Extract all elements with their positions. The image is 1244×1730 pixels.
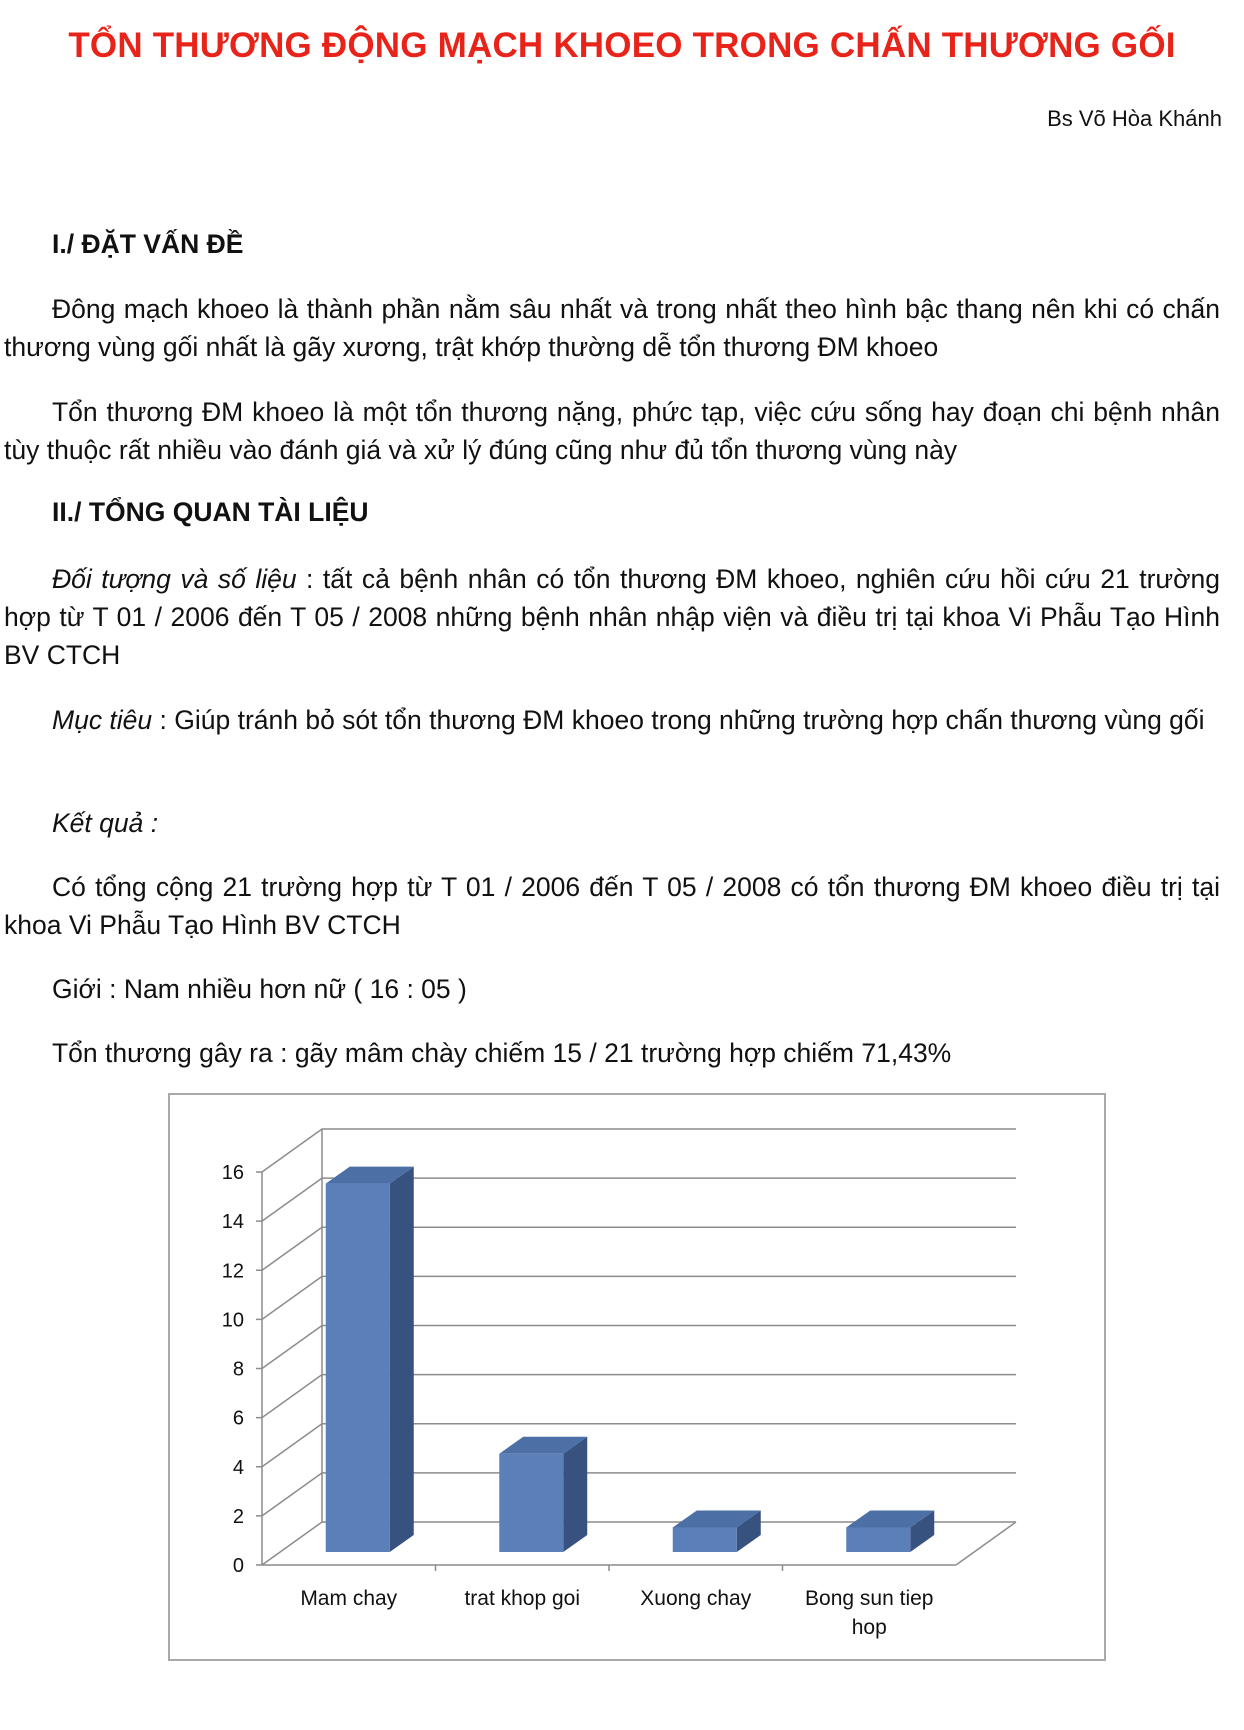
gridline [262,1129,1016,1172]
y-tick-label: 14 [221,1211,244,1234]
author: Bs Võ Hòa Khánh [1047,106,1222,131]
paragraph-gender [4,970,1220,1008]
results-label: Kết quả : [52,808,159,838]
y-tick-label: 4 [232,1456,244,1479]
bar-chart-frame [168,1093,1106,1661]
x-tick-label: hop [851,1616,887,1639]
paragraph-results [4,868,1220,944]
cause-text: Tổn thương gây ra : gãy mâm chày chiếm 15 / 21 trường hợp chiếm 71,43% [52,1038,952,1068]
y-tick-label: 2 [232,1505,244,1528]
chart-floor-right-edge [956,1522,1016,1565]
page-title: TỔN THƯƠNG ĐỘNG MẠCH KHOEO TRONG CHẤN THƯƠNG GỐI [68,26,1176,65]
paragraph-goal [4,701,1220,739]
bar [499,1454,563,1552]
results-text: Có tổng cộng 21 trường hợp từ T 01 / 2006 đến T 05 / 2008 có tổn thương ĐM khoeo điều trị tại khoa Vi Phẫu Tạo Hình BV CTCH [4,872,1220,940]
paragraph-cause [4,1034,1220,1072]
bar [326,1184,390,1552]
bar [673,1527,737,1552]
bar-side [563,1437,587,1552]
subjects-label: Đối tượng và số liệu [52,564,297,594]
y-tick-label: 16 [221,1162,244,1184]
goal-label: Mục tiêu [52,705,153,735]
paragraph-intro-1 [4,290,1220,366]
y-tick-label: 8 [232,1358,244,1381]
x-tick-label: Bong sun tiep [805,1587,934,1610]
y-tick-label: 10 [221,1309,244,1332]
subjects-text: : tất cả bệnh nhân có tổn thương ĐM khoeo, nghiên cứu hồi cứu 21 trường hợp từ T 01 / 2006 đến T 05 / 2008 những bệnh nhân nhập viện và điều trị tại khoa Vi Phẫu Tạo Hình BV CTCH [4,564,1220,670]
section-heading-1: I./ ĐẶT VẤN ĐỀ [52,229,244,259]
y-tick-label: 12 [221,1260,244,1283]
gender-text: Giới : Nam nhiều hơn nữ ( 16 : 05 ) [52,974,467,1004]
results-label-line [4,804,1220,842]
bar-chart [170,1095,1104,1659]
paragraph-intro-2 [4,393,1220,469]
paragraph-text: Tổn thương ĐM khoeo là một tổn thương nặng, phức tạp, việc cứu sống hay đoạn chi bệnh nhân tùy thuộc rất nhiều vào đánh giá và xử lý đúng cũng như đủ tổn thương vùng này [4,397,1220,465]
x-tick-label: Mam chay [300,1587,398,1610]
x-tick-label: Xuong chay [640,1587,752,1610]
bar-side [390,1167,414,1552]
paragraph-subjects [4,560,1220,674]
x-tick-label: trat khop goi [464,1587,581,1610]
goal-text: : Giúp tránh bỏ sót tổn thương ĐM khoeo trong những trường hợp chấn thương vùng gối [152,705,1205,735]
y-tick-label: 0 [232,1555,244,1577]
paragraph-text: Đông mạch khoeo là thành phần nằm sâu nhất và trong nhất theo hình bậc thang nên khi có chấn thương vùng gối nhất là gãy xương, trật khớp thường dễ tổn thương ĐM khoeo [4,294,1220,362]
y-tick-label: 6 [232,1407,244,1430]
bar [846,1527,910,1552]
section-heading-2: II./ TỔNG QUAN TÀI LIỆU [52,497,369,527]
